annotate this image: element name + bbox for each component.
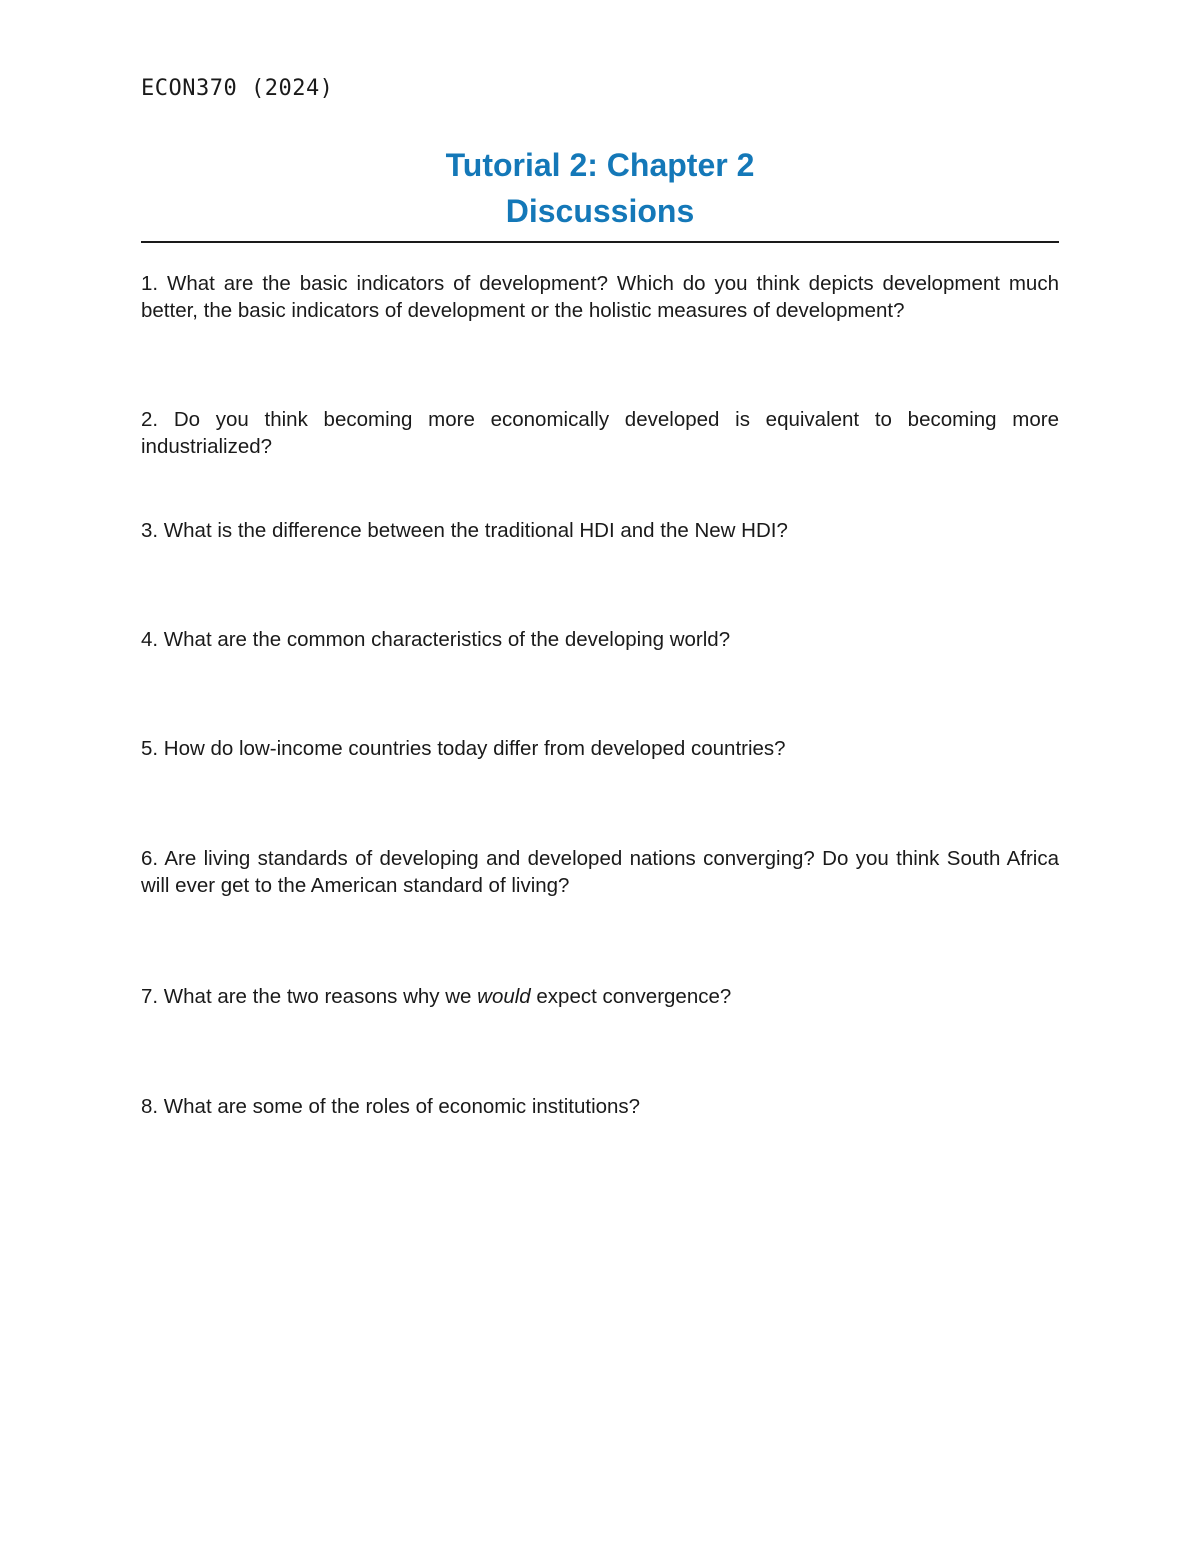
question-7-after: expect convergence? bbox=[530, 985, 732, 1008]
question-7-emphasis: would bbox=[477, 985, 531, 1008]
question-8: 8. What are some of the roles of economic institutions? bbox=[141, 1095, 641, 1118]
title-divider bbox=[141, 241, 1059, 243]
course-code: ECON370 (2024) bbox=[141, 76, 334, 101]
question-5: 5. How do low-income countries today differ from developed countries? bbox=[141, 737, 786, 760]
question-1: 1. What are the basic indicators of development? Which do you think depicts development much better, the basic indicators of development or the holistic measures of development? bbox=[141, 272, 1059, 322]
question-7-before: 7. What are the two reasons why we bbox=[141, 985, 478, 1008]
question-6: 6. Are living standards of developing and developed nations converging? Do you think South Africa will ever get to the American standard of living? bbox=[141, 847, 1059, 897]
title-line-2: Discussions bbox=[505, 193, 695, 229]
question-7 bbox=[141, 983, 1059, 1010]
question-4: 4. What are the common characteristics of the developing world? bbox=[141, 628, 731, 651]
question-2: 2. Do you think becoming more economically developed is equivalent to becoming more industrialized? bbox=[141, 408, 1059, 458]
question-3: 3. What is the difference between the traditional HDI and the New HDI? bbox=[141, 519, 788, 542]
page-title bbox=[141, 142, 1059, 234]
title-line-1: Tutorial 2: Chapter 2 bbox=[445, 147, 755, 183]
